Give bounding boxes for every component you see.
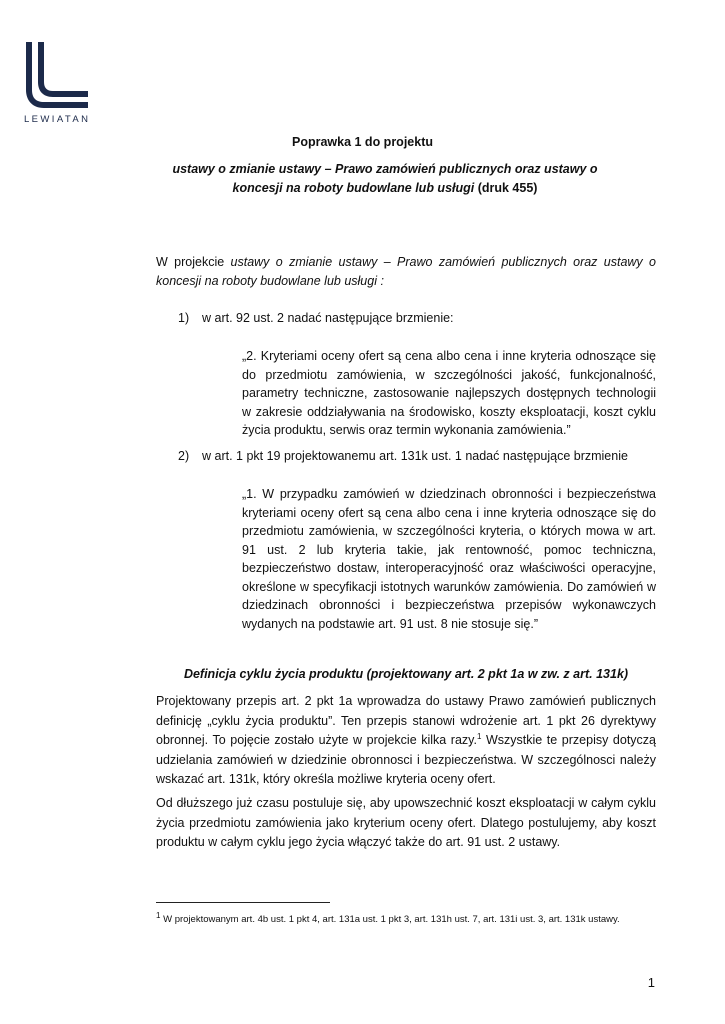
lewiatan-logo-icon	[24, 42, 90, 110]
footnote-reference: 1	[476, 731, 482, 741]
footnote-text: W projektowanym art. 4b ust. 1 pkt 4, art. 131a ust. 1 pkt 3, art. 131h ust. 7, art. 131i ust. 3, art. 131k ustawy.	[160, 914, 620, 925]
document-title: Poprawka 1 do projektu	[291, 135, 433, 149]
list-item-text: w art. 92 ust. 2 nadać następujące brzmienie:	[202, 311, 454, 325]
list-item-number: 2)	[178, 449, 190, 463]
section-heading: Definicja cyklu życia produktu (projektowany art. 2 pkt 1a w zw. z art. 131k)	[183, 667, 629, 681]
footnote	[156, 910, 676, 925]
list-item-text: w art. 1 pkt 19 projektowanemu art. 131k ust. 1 nadać następujące brzmienie	[202, 449, 628, 463]
page-number: 1	[647, 975, 655, 990]
section-paragraph-1	[156, 692, 656, 790]
para1-text-after: Wszystkie te przepisy dotyczą udzielania zamówień w dziedzinie obronnosci i bezpieczeństwa. W szczególnosci należy wskazać art. 131k, który określa możliwe kryteria oceny ofert.	[156, 733, 656, 786]
subtitle-suffix: (druk 455)	[474, 181, 538, 195]
section-paragraph-2: Od dłuższego już czasu postuluje się, aby upowszechnić koszt eksploatacji w całym cyklu życia przedmiotu zamówienia jako kryterium oceny ofert. Dlatego postulujemy, aby koszt produktu w całym cyklu jego życia włączyć także do art. 91 ust. 2 ustawy.	[156, 796, 656, 849]
footnote-divider	[156, 902, 330, 903]
footnote-marker: 1	[156, 910, 161, 920]
logo-text: LEWIATAN	[24, 114, 91, 125]
intro-paragraph	[156, 253, 656, 291]
quote-amendment-2: „1. W przypadku zamówień w dziedzinach obronności i bezpieczeństwa kryteriami oceny ofert są cena albo cena i inne kryteria odnoszące się do przedmiotu zamówienia, w szczególności kryteria, o których mowa w art. 91 ust. 2 lub kryteria takie, jak rentowność, pomoc techniczna, bezpieczeństwo dostaw, interoperacyjność oraz właściwości operacyjne, określone w specyfikacji istotnych warunków zamówienia. Do zamówień w dziedzinach obronności i bezpieczeństwa przepisów wykonawczych wydanych na podstawie art. 91 ust. 8 nie stosuje się.”	[242, 487, 656, 631]
document-subtitle	[150, 160, 620, 198]
list-item-number: 1)	[178, 311, 190, 325]
subtitle-italic: ustawy o zmianie ustawy – Prawo zamówień publicznych oraz ustawy o koncesji na roboty budowlane lub usługi	[172, 162, 598, 195]
intro-prefix: W projekcie	[156, 255, 231, 269]
quote-amendment-1: „2. Kryteriami oceny ofert są cena albo cena i inne kryteria odnoszące się do przedmiotu zamówienia, w szczególności jakość, funkcjonalność, parametry techniczne, zastosowanie najlepszych dostępnych technologii w zakresie oddziaływania na środowisko, koszty eksploatacji, koszt cyklu życia produktu, serwis oraz termin wykonania zamówienia.”	[242, 349, 656, 437]
intro-italic: ustawy o zmianie ustawy – Prawo zamówień publicznych oraz ustawy o koncesji na roboty budowlane lub usługi :	[156, 255, 656, 288]
para1-text-before: Projektowany przepis art. 2 pkt 1a wprowadza do ustawy Prawo zamówień publicznych definicję „cyklu życia produktu”. Ten przepis stanowi wdrożenie art. 1 pkt 26 dyrektywy obronnej. To pojęcie zostało użyte w projekcie kilka razy.	[156, 694, 656, 747]
